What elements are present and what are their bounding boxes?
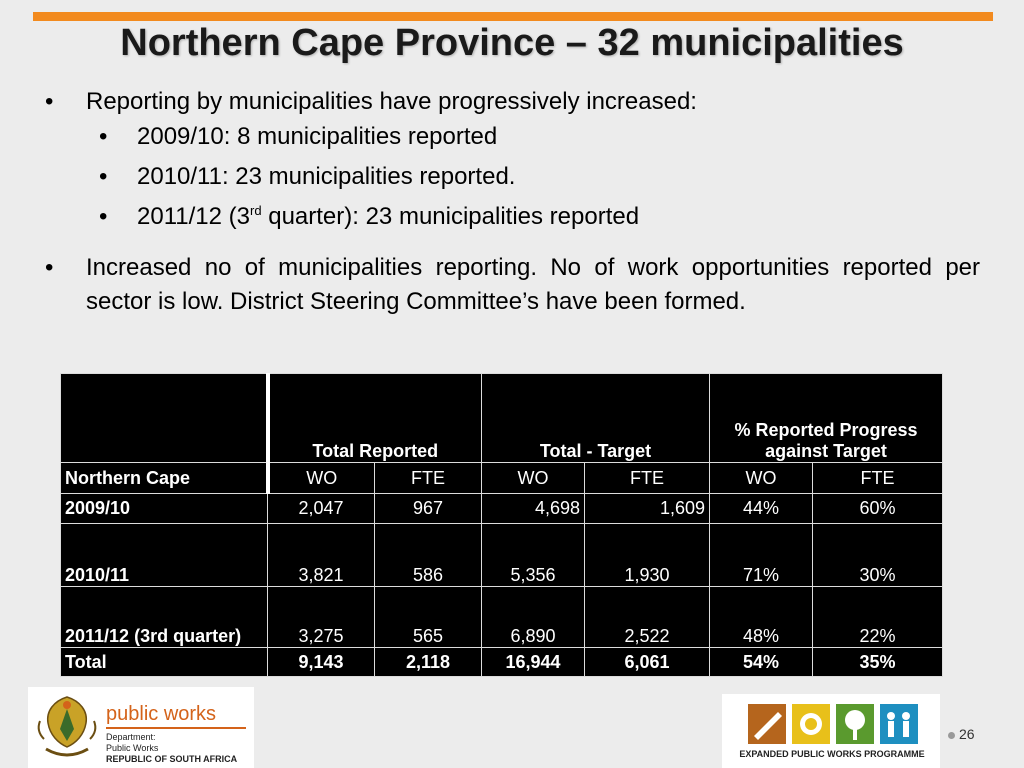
cell: 1,930 bbox=[585, 524, 710, 587]
epwp-icons bbox=[748, 704, 918, 744]
cell: 60% bbox=[813, 494, 943, 524]
sub-col: FTE bbox=[375, 463, 482, 494]
sub-col: WO bbox=[268, 463, 375, 494]
sub-col: WO bbox=[710, 463, 813, 494]
table-row bbox=[61, 587, 943, 648]
epwp-logo bbox=[722, 694, 940, 768]
cell: 1,609 bbox=[585, 494, 710, 524]
sub-col: FTE bbox=[813, 463, 943, 494]
bullet-sub-3: • 2011/12 (3rd quarter): 23 municipalities reported bbox=[99, 203, 640, 230]
public-works-rule bbox=[106, 727, 246, 729]
cell: 71% bbox=[710, 524, 813, 587]
cell: 2,118 bbox=[375, 648, 482, 677]
cell: 586 bbox=[375, 524, 482, 587]
row-label: Total bbox=[61, 648, 268, 677]
cell: 54% bbox=[710, 648, 813, 677]
coat-of-arms-icon bbox=[32, 691, 102, 766]
cell: 967 bbox=[375, 494, 482, 524]
cell: 6,890 bbox=[482, 587, 585, 648]
sub-col: FTE bbox=[585, 463, 710, 494]
cell: 44% bbox=[710, 494, 813, 524]
bullet-sub-1: • 2009/10: 8 municipalities reported bbox=[99, 123, 498, 150]
cell: 22% bbox=[813, 587, 943, 648]
public-works-title: public works bbox=[106, 703, 217, 725]
cell: 48% bbox=[710, 587, 813, 648]
row-label: 2011/12 (3rd quarter) bbox=[61, 587, 268, 648]
cell: 2,522 bbox=[585, 587, 710, 648]
bullet-main-2: • Increased no of municipalities reporting. No of work opportunities reported per sector is low. District Steering Committee’s have been formed. bbox=[45, 254, 980, 315]
header-total-reported: Total Reported bbox=[268, 374, 482, 463]
row-label: 2009/10 bbox=[61, 494, 268, 524]
page-title: Northern Cape Province – 32 municipalities bbox=[120, 22, 904, 64]
cell: 4,698 bbox=[482, 494, 585, 524]
bullet-sub-2: • 2010/11: 23 municipalities reported. bbox=[99, 163, 516, 190]
sub-col: WO bbox=[482, 463, 585, 494]
epwp-label: EXPANDED PUBLIC WORKS PROGRAMME bbox=[739, 749, 925, 759]
cell: 3,275 bbox=[268, 587, 375, 648]
public-works-logo bbox=[28, 687, 254, 768]
cell: 565 bbox=[375, 587, 482, 648]
bullet-list bbox=[45, 86, 980, 319]
accent-bar bbox=[33, 12, 993, 21]
cell: 3,821 bbox=[268, 524, 375, 587]
table-total-row bbox=[61, 648, 943, 677]
public-works-department: Department: Public Works REPUBLIC OF SOUTH AFRICA bbox=[106, 732, 238, 764]
header-progress: % Reported Progress against Target bbox=[710, 374, 943, 463]
cell: 16,944 bbox=[482, 648, 585, 677]
table-header-row bbox=[61, 374, 943, 463]
cell: 2,047 bbox=[268, 494, 375, 524]
bullet-main-1: • Reporting by municipalities have progressively increased: bbox=[45, 88, 697, 115]
cell: 9,143 bbox=[268, 648, 375, 677]
cell: 30% bbox=[813, 524, 943, 587]
table-row bbox=[61, 494, 943, 524]
municipal-reporting-table bbox=[60, 373, 943, 677]
row-label: 2010/11 bbox=[61, 524, 268, 587]
page-dot-icon bbox=[948, 732, 955, 739]
cell: 6,061 bbox=[585, 648, 710, 677]
cell: 5,356 bbox=[482, 524, 585, 587]
header-region-spacer bbox=[61, 374, 268, 463]
header-total-target: Total - Target bbox=[482, 374, 710, 463]
page-number: 26 bbox=[948, 726, 975, 742]
cell: 35% bbox=[813, 648, 943, 677]
header-region: Northern Cape bbox=[61, 463, 268, 494]
table-subheader-row bbox=[61, 463, 943, 494]
table-row bbox=[61, 524, 943, 587]
